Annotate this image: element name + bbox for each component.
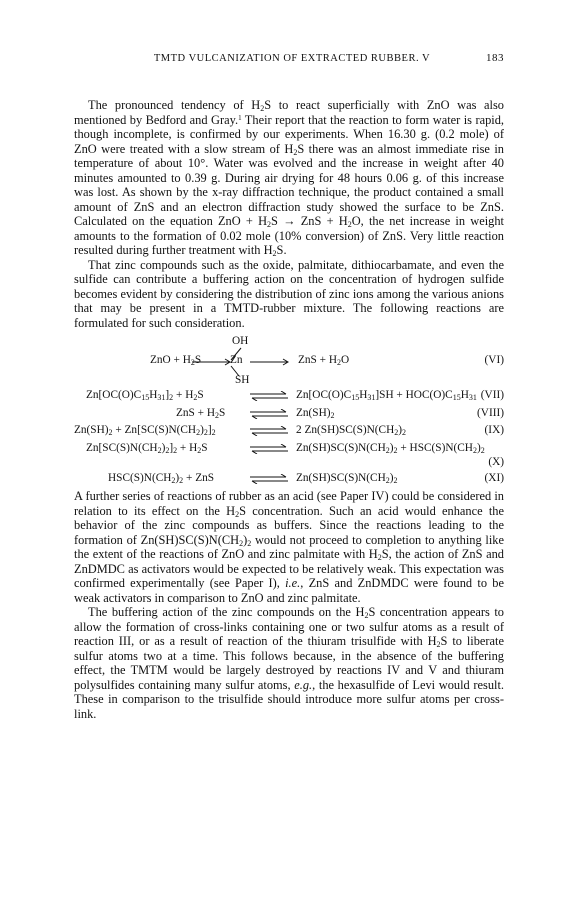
page [74,52,504,721]
eq-vi-zn: Zn [230,354,243,366]
eq-viii-equilibrium-arrow [250,409,288,419]
equation-vii [74,387,504,405]
eq-vi-oh: OH [232,335,249,347]
eq-x-right: $Zn(SH)SC(S)N(CH_2)_2 + HSC(S)N(CH_2)_2$ [296,441,485,455]
eq-ix-number: (IX) [484,424,504,436]
eq-x-equilibrium-arrow [250,444,288,454]
eq-vi-sh: SH [235,374,250,386]
paragraph-4: The buffering action of the zinc compounds on the $H_2S$ concentration appears to allow the formation of cross-links containing one or two sulfur atoms as a result of reaction III, or as a result of reaction of the thiuram trisulfide with $H_2S$ to liberate sulfur atoms two at a time. This follows because, in the absence of the buffering effect, the TMTM would be largely destroyed by reactions IV and V and thiuram polysulfides containing many sulfur atoms, e.g., the hexasulfide of Levi would result. These in comparison to the trisulfide should introduce more sulfur atoms per cross-link. [74,605,505,721]
paragraph-1: The pronounced tendency of $H_2S$ to react superficially with ZnO was also mentioned by Bedford and Gray.$^1$ Their report that the reaction to form water is rapid, though incomplete, is confirmed by our experiments. When 16.30 g. (0.2 mole) of ZnO were treated with a slow stream of $H_2S$ there was an almost immediate rise in temperature of about 10°. Water was evolved and the increase in weight after 40 minutes amounted to 0.39 g. During air drying for 48 hours 0.06 g. of this increase was lost. As shown by the x-ray diffraction technique, the product contained a small amount of ZnS and an electron diffraction study showed the surface to be ZnS. Calculated on the equation ZnO + $H_2S$ → ZnS + $H_2O$, the net increase in weight amounts to the formation of 0.02 mole (10% conversion) of ZnS. Very little reaction resulted during further treatment with $H_2S$. [74,98,504,258]
equation-viii [74,405,504,423]
eq-vi-left: ZnO + $H_2S$ [150,354,202,367]
eq-vi-right: ZnS + $H_2O$ [298,354,350,367]
eq-ix-equilibrium-arrow [250,426,288,436]
running-title: TMTD VULCANIZATION OF EXTRACTED RUBBER. V [153,53,431,64]
eq-ix-left: $Zn(SH)_2 + Zn[SC(S)N(CH_2)_2]_2$ [74,424,216,437]
eq-xi-equilibrium-arrow [250,474,288,484]
eq-viii-right: $Zn(SH)_2$ [296,406,335,420]
equation-ix [74,422,504,440]
eq-vii-number: (VII) [480,389,504,401]
eq-vii-left: $Zn[OC(O)C_{15}H_{31}]_2 + H_2S$ [86,389,204,402]
eq-vi-number: (VI) [484,354,504,366]
eq-viii-number: (VIII) [477,406,504,419]
equation-xi [74,470,504,488]
paragraph-2: That zinc compounds such as the oxide, palmitate, dithiocarbamate, and even the sulfide can contribute a buffering action on the concentration of hydrogen sulfide becomes evident by considering the distribution of zinc ions among the various anions that may be present in a TMTD-rubber mixture. The following reactions are formulated for such consideration. [74,257,504,330]
reaction-equations [74,333,504,487]
eq-viii-left: ZnS + $H_2S$ [176,406,226,420]
equation-x [74,440,504,470]
eq-xi-right: $Zn(SH)SC(S)N(CH_2)_2$ [296,471,398,485]
eq-xi-number: (XI) [484,471,504,484]
eq-xi-left: $HSC(S)N(CH_2)_2$ + ZnS [108,471,215,485]
eq-vi-arrow-2 [250,357,290,367]
eq-vii-right: $Zn[OC(O)C_{15}H_{31}]SH + HOC(O)C_{15}H_{31}$ [296,389,477,402]
page-number: 183 [486,52,504,64]
eq-x-left: $Zn[SC(S)N(CH_2)_2]_2 + H_2S$ [86,441,208,455]
eq-vii-equilibrium-arrow [250,391,288,401]
paragraph-3: A further series of reactions of rubber as an acid (see Paper IV) could be considered in relation to its effect on the $H_2S$ concentration. Such an acid would enhance the behavior of the zinc compounds as buffers. Since the reactions leading to the formation of $Zn(SH)SC(S)N(CH_2)_2$ would not proceed to completion to anything like the extent of the reactions of ZnO and zinc palmitate with $H_2S$, the action of ZnS and ZnDMDC as activators would be expected to be relatively weak. This expectation was confirmed experimentally (see Paper I), i.e., ZnS and ZnDMDC were found to be weak activators in comparison to ZnO and zinc palmitate. [74,489,504,605]
eq-vi-arrow-1 [192,357,232,367]
eq-x-number: (X) [488,455,504,468]
running-header [74,52,504,70]
equation-vi [74,333,504,387]
eq-ix-right: 2 $Zn(SH)SC(S)N(CH_2)_2$ [296,424,406,437]
footnote-ref: 1 [238,113,242,122]
